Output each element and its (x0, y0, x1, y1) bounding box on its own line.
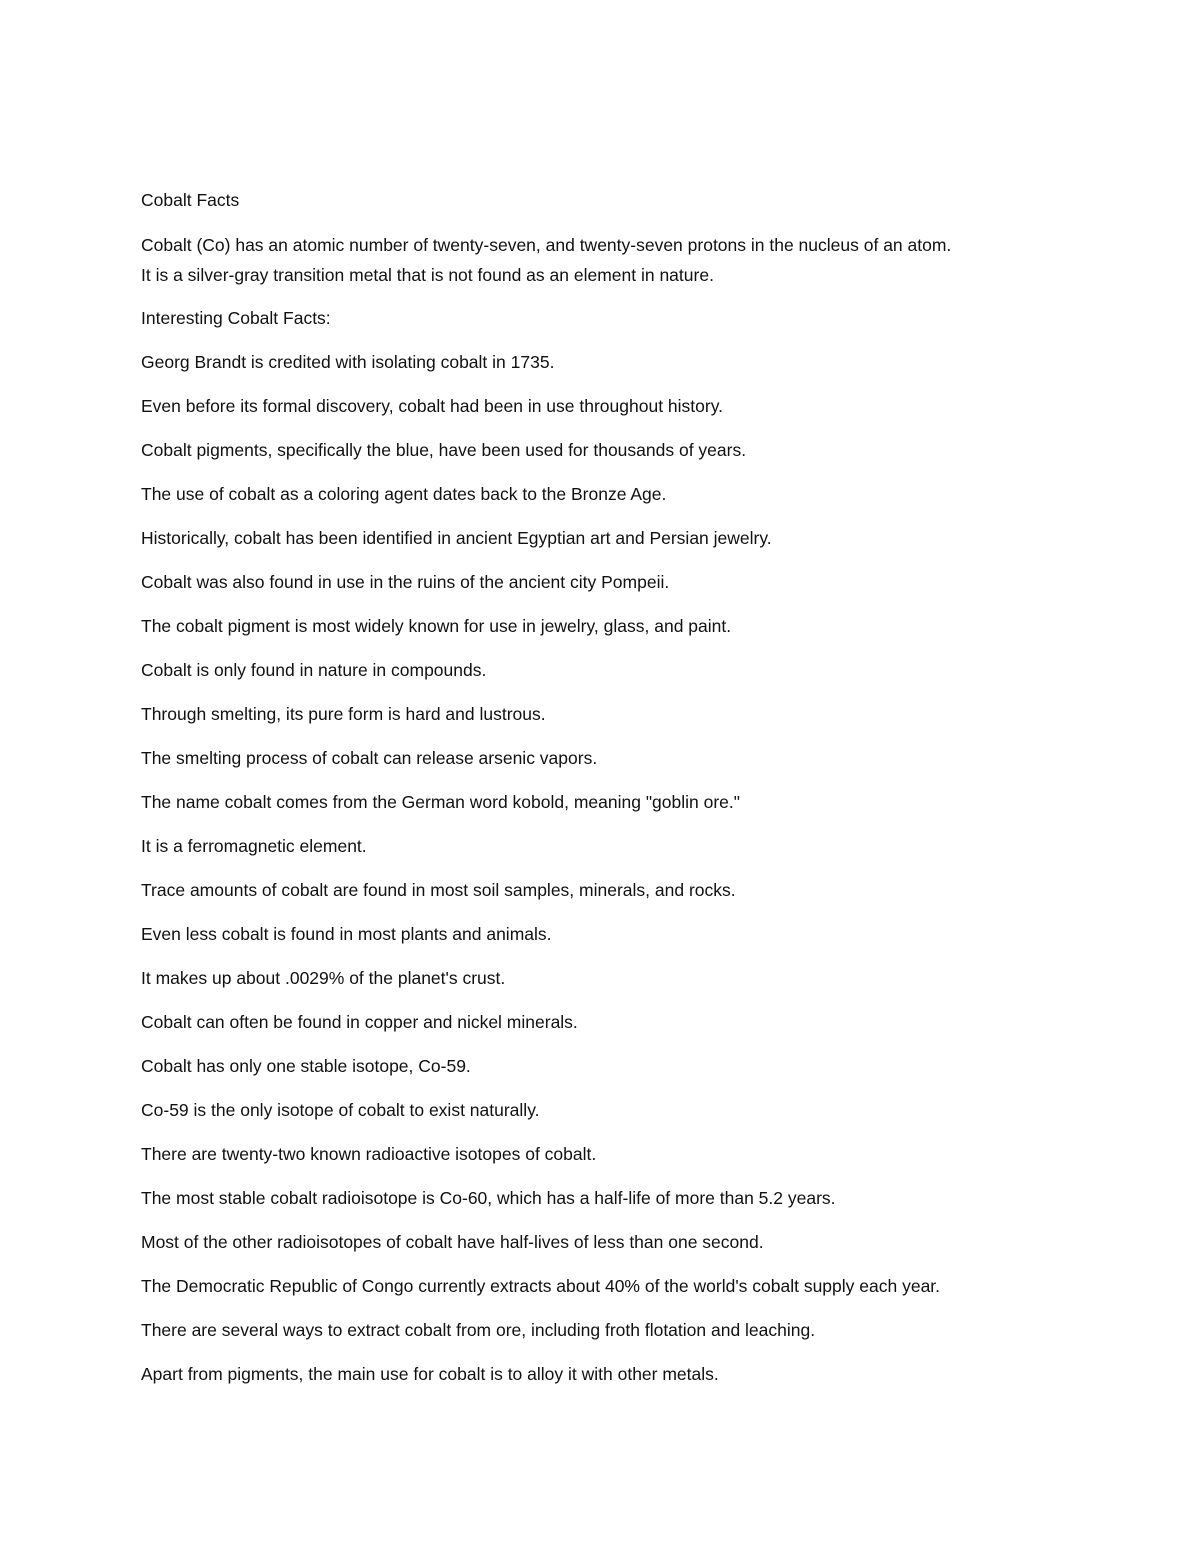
fact-item: The use of cobalt as a coloring agent dates back to the Bronze Age. (141, 484, 667, 504)
fact-item: Through smelting, its pure form is hard and lustrous. (141, 704, 546, 724)
intro-line: It is a silver-gray transition metal that is not found as an element in nature. (141, 265, 714, 285)
fact-item: It makes up about .0029% of the planet's crust. (141, 968, 506, 988)
fact-item: There are twenty-two known radioactive isotopes of cobalt. (141, 1144, 597, 1164)
fact-item: Cobalt can often be found in copper and nickel minerals. (141, 1012, 578, 1032)
intro-line: Cobalt (Co) has an atomic number of twenty-seven, and twenty-seven protons in the nucleus of an atom. (141, 235, 952, 255)
fact-item: The cobalt pigment is most widely known for use in jewelry, glass, and paint. (141, 616, 732, 636)
fact-item: The most stable cobalt radioisotope is Co-60, which has a half-life of more than 5.2 years. (141, 1188, 836, 1208)
fact-item: It is a ferromagnetic element. (141, 836, 367, 856)
fact-item: Cobalt is only found in nature in compounds. (141, 660, 487, 680)
fact-item: There are several ways to extract cobalt from ore, including froth flotation and leaching. (141, 1320, 816, 1340)
document-body (141, 186, 1101, 1404)
fact-item: Co-59 is the only isotope of cobalt to exist naturally. (141, 1100, 540, 1120)
fact-item: Most of the other radioisotopes of cobalt have half-lives of less than one second. (141, 1232, 764, 1252)
fact-item: Historically, cobalt has been identified in ancient Egyptian art and Persian jewelry. (141, 528, 772, 548)
fact-item: The name cobalt comes from the German word kobold, meaning "goblin ore." (141, 792, 740, 812)
facts-list (141, 348, 1101, 1388)
fact-item: Even before its formal discovery, cobalt had been in use throughout history. (141, 396, 724, 416)
fact-item: The smelting process of cobalt can release arsenic vapors. (141, 748, 598, 768)
fact-item: Cobalt was also found in use in the ruins of the ancient city Pompeii. (141, 572, 670, 592)
fact-item: Cobalt pigments, specifically the blue, have been used for thousands of years. (141, 440, 747, 460)
fact-item: The Democratic Republic of Congo currently extracts about 40% of the world's cobalt supply each year. (141, 1276, 941, 1296)
intro-paragraph (141, 230, 1101, 290)
fact-item: Cobalt has only one stable isotope, Co-59. (141, 1056, 471, 1076)
fact-item: Trace amounts of cobalt are found in most soil samples, minerals, and rocks. (141, 880, 736, 900)
facts-subheading: Interesting Cobalt Facts: (141, 308, 331, 328)
fact-item: Even less cobalt is found in most plants and animals. (141, 924, 552, 944)
fact-item: Georg Brandt is credited with isolating cobalt in 1735. (141, 352, 555, 372)
document-title: Cobalt Facts (141, 190, 240, 210)
fact-item: Apart from pigments, the main use for cobalt is to alloy it with other metals. (141, 1364, 719, 1384)
